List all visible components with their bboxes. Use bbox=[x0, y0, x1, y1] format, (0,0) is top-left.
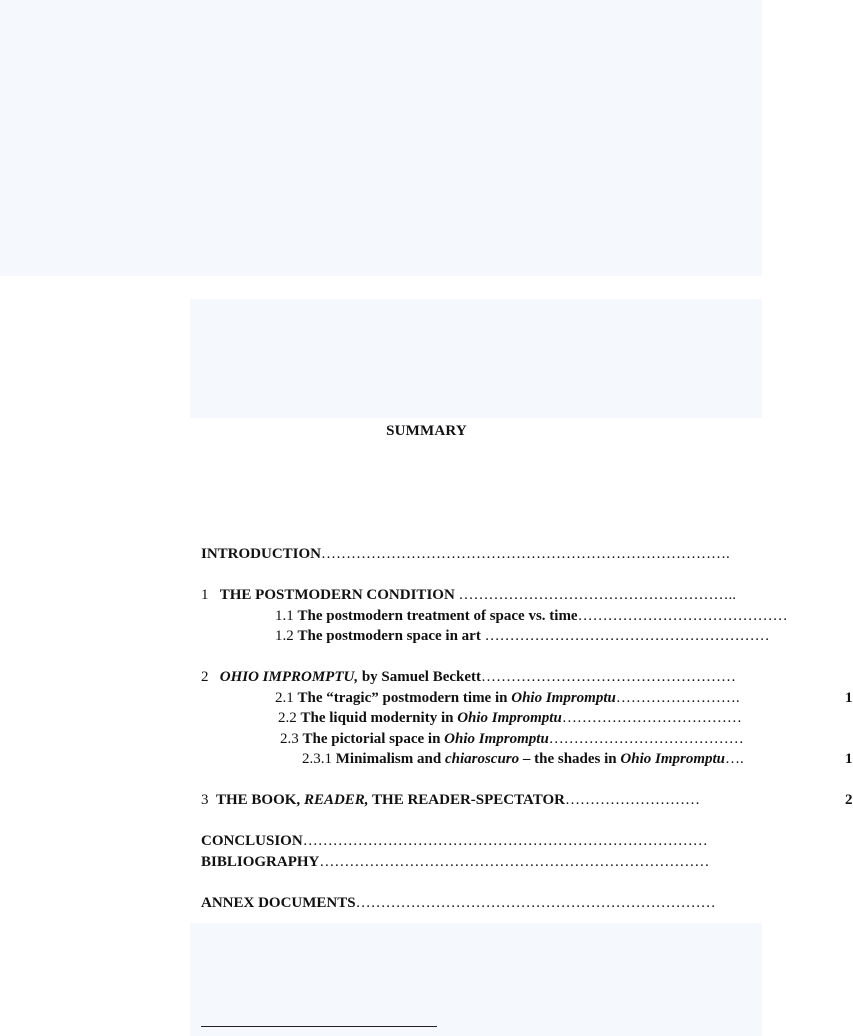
toc-leader: ……………………………………………….. bbox=[458, 587, 737, 603]
toc-entry-text: Minimalism and bbox=[335, 751, 445, 767]
top-blank-band bbox=[0, 0, 762, 276]
page-title: SUMMARY bbox=[386, 423, 467, 439]
toc-entry-number: 1 bbox=[201, 587, 209, 603]
toc-leader: ………………………………………………………………………. bbox=[321, 546, 730, 562]
toc-leader: ……………………… bbox=[564, 792, 700, 808]
toc-entry-2-3-1[interactable] bbox=[302, 749, 853, 769]
toc-entry-number: 2.3 bbox=[280, 731, 299, 747]
toc-entry-italic-title: Ohio Impromptu bbox=[620, 751, 726, 767]
toc-entry-italic-term: chiaroscuro bbox=[444, 751, 520, 767]
toc-entry-number: 3 bbox=[201, 792, 209, 808]
toc-leader: ………………………………………………… bbox=[484, 628, 770, 644]
toc-entry-chapter-2[interactable] bbox=[201, 667, 828, 687]
toc-leader: ………………………………… bbox=[548, 731, 744, 747]
toc-entry-text: The “tragic” postmodern time in bbox=[297, 690, 512, 706]
toc-leader: …………………………………… bbox=[577, 608, 788, 624]
toc-entry-text: The pictorial space in bbox=[302, 731, 445, 747]
toc-entry-text-continued: – the shades in bbox=[519, 751, 621, 767]
toc-entry-text: The postmodern space in art bbox=[297, 628, 481, 644]
toc-leader: …………………………………………………………………… bbox=[319, 854, 710, 870]
toc-entry-number: 2 bbox=[201, 669, 209, 685]
toc-leader: ……………………………… bbox=[561, 710, 742, 726]
toc-leader: ……………………………………………………………………… bbox=[302, 833, 708, 849]
toc-entry-chapter-1[interactable] bbox=[201, 585, 828, 605]
toc-entry-text: THE POSTMODERN CONDITION bbox=[219, 587, 455, 603]
upper-blank-band bbox=[190, 299, 762, 418]
toc-entry-number: 1.2 bbox=[275, 628, 294, 644]
toc-entry-text: The postmodern treatment of space vs. time bbox=[297, 608, 578, 624]
toc-entry-introduction[interactable] bbox=[201, 544, 828, 564]
toc-entry-1-2[interactable] bbox=[275, 626, 828, 646]
toc-leader: ……………………………………………………………… bbox=[355, 895, 716, 911]
toc-entry-italic-title: READER, bbox=[303, 792, 369, 808]
toc-leader: ……………………. bbox=[615, 690, 740, 706]
toc-entry-text: BIBLIOGRAPHY bbox=[201, 854, 320, 870]
toc-entry-chapter-3[interactable] bbox=[201, 790, 853, 810]
toc-entry-number: 2.3.1 bbox=[302, 751, 332, 767]
toc-entry-2-1[interactable] bbox=[275, 688, 853, 708]
toc-page-number: 2 bbox=[845, 792, 853, 808]
toc-entry-italic-title: Ohio Impromptu bbox=[457, 710, 562, 726]
toc-entry-italic-title: OHIO IMPROMPTU, bbox=[219, 669, 359, 685]
toc-entry-1-1[interactable] bbox=[275, 606, 828, 626]
toc-entry-2-3[interactable] bbox=[280, 729, 833, 749]
toc-entry-text: INTRODUCTION bbox=[201, 546, 322, 562]
toc-entry-text: CONCLUSION bbox=[201, 833, 303, 849]
footnote-separator bbox=[201, 1026, 437, 1027]
toc-page-number: 1 bbox=[845, 690, 853, 706]
toc-entry-italic-title: Ohio Impromptu bbox=[511, 690, 616, 706]
toc-entry-italic-title: Ohio Impromptu bbox=[444, 731, 549, 747]
toc-entry-2-2[interactable] bbox=[278, 708, 833, 728]
toc-entry-annex-documents[interactable] bbox=[201, 893, 828, 913]
toc-leader: …………………………………………… bbox=[481, 669, 737, 685]
toc-leader: …. bbox=[725, 751, 744, 767]
toc-entry-conclusion[interactable] bbox=[201, 831, 828, 851]
toc-entry-bibliography[interactable] bbox=[201, 852, 828, 872]
toc-entry-text: by Samuel Beckett bbox=[358, 669, 482, 685]
toc-entry-number: 1.1 bbox=[275, 608, 294, 624]
toc-page-number: 1 bbox=[845, 751, 853, 767]
toc-entry-number: 2.2 bbox=[278, 710, 297, 726]
toc-entry-number: 2.1 bbox=[275, 690, 294, 706]
toc-entry-text: The liquid modernity in bbox=[300, 710, 458, 726]
lower-blank-band bbox=[190, 923, 762, 1036]
toc-entry-text-continued: THE READER-SPECTATOR bbox=[368, 792, 565, 808]
toc-entry-text: ANNEX DOCUMENTS bbox=[201, 895, 356, 911]
toc-entry-text: THE BOOK, bbox=[216, 792, 304, 808]
